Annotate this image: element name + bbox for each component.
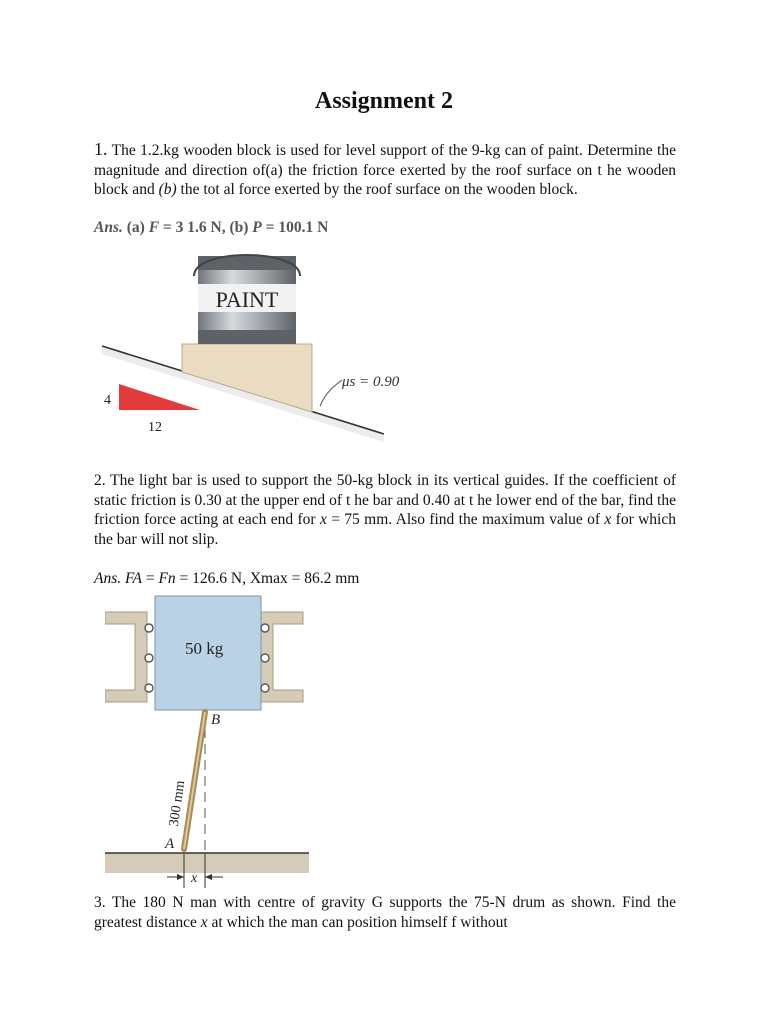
slope-rise-label: 4 xyxy=(104,393,111,408)
question-3-text: 3. The 180 N man with centre of gravity G supports the 75-N drum as shown. Find the greatest distance x at which the man can position himself f without xyxy=(94,894,676,931)
mu-leader-line xyxy=(320,380,342,406)
wooden-block xyxy=(182,344,312,412)
question-2-text: 2. The light bar is used to support the 50-kg block in its vertical guides. If the coefficient of static friction is 0.30 at the upper end of t he bar and 0.40 at t he lower end of the bar, find the friction force acting at each end for x = 75 mm. Also find the maximum value of x for which the bar will not slip. xyxy=(94,472,676,548)
can-lid-band xyxy=(198,256,296,270)
x-dimension-label: x xyxy=(191,871,198,886)
bar-length-label: 300 mm xyxy=(166,779,189,828)
mu-label: μs = 0.90 xyxy=(342,374,400,390)
guided-block-figure xyxy=(105,592,315,892)
slope-run-label: 12 xyxy=(148,420,162,435)
question-1-answer: Ans. (a) F = 3 1.6 N, (b) P = 100.1 N xyxy=(94,219,329,236)
light-bar-highlight xyxy=(184,712,205,849)
left-guide xyxy=(105,612,147,702)
point-a-label: A xyxy=(165,836,175,852)
block-mass-label: 50 kg xyxy=(185,639,224,658)
question-1-number: 1. xyxy=(94,139,108,159)
page-title: Assignment 2 xyxy=(314,88,453,114)
x-arrowhead-right xyxy=(205,874,212,880)
can-bottom-band xyxy=(198,330,296,344)
ground xyxy=(105,853,309,873)
question-1-text: 1. The 1.2.kg wooden block is used for level support of the 9-kg can of paint. Determine the magnitude and direction of(a) the friction force exerted by the roof surface on t he wooden block and (b) the tot al force exerted by the roof surface on the wooden block. xyxy=(94,139,676,198)
point-b-label: B xyxy=(211,712,221,728)
slope-triangle xyxy=(119,384,200,410)
can-label: PAINT xyxy=(215,287,279,312)
x-arrowhead-left xyxy=(177,874,184,880)
question-2-answer: Ans. FA = Fn = 126.6 N, Xmax = 86.2 mm xyxy=(94,570,360,587)
paint-can-figure xyxy=(90,246,400,446)
